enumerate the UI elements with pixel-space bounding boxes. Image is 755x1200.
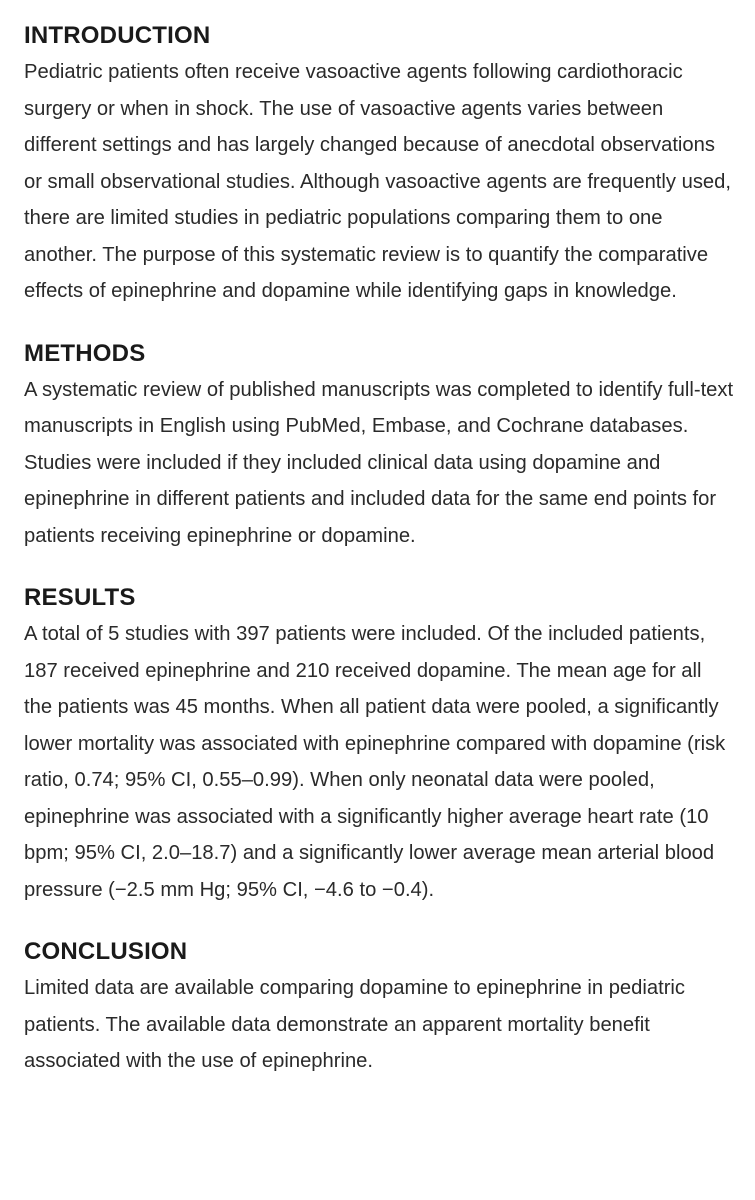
section-body: Pediatric patients often receive vasoactive agents following cardiothoracic surgery or when in shock. The use of vasoactive agents varies between different settings and has largely changed because of anecdotal observations or small observational studies. Although vasoactive agents are frequently used, there are limited studies in pediatric populations comparing them to one another. The purpose of this systematic review is to quantify the comparative effects of epinephrine and dopamine while identifying gaps in knowledge. xyxy=(24,61,731,302)
section-body: Limited data are available comparing dopamine to epinephrine in pediatric patients. The available data demonstrate an apparent mortality benefit associated with the use of epinephrine. xyxy=(24,977,685,1072)
section-body: A total of 5 studies with 397 patients were included. Of the included patients, 187 received epinephrine and 210 received dopamine. The mean age for all the patients was 45 months. When all patient data were pooled, a significantly lower mortality was associated with epinephrine compared with dopamine (risk ratio, 0.74; 95% CI, 0.55–0.99). When only neonatal data were pooled, epinephrine was associated with a significantly higher average heart rate (10 bpm; 95% CI, 2.0–18.7) and a significantly lower average mean arterial blood pressure (−2.5 mm Hg; 95% CI, −4.6 to −0.4). xyxy=(24,623,726,901)
section-heading: CONCLUSION xyxy=(24,938,188,965)
section-heading: METHODS xyxy=(24,339,146,367)
section-results xyxy=(24,580,734,908)
section-heading: RESULTS xyxy=(24,584,136,611)
section-heading: INTRODUCTION xyxy=(24,22,211,49)
section-methods xyxy=(24,336,734,555)
section-conclusion xyxy=(24,934,734,1080)
section-body: A systematic review of published manuscripts was completed to identify full-text manuscripts in English using PubMed, Embase, and Cochrane databases. Studies were included if they included clinical data using dopamine and epinephrine in different patients and included data for the same end points for patients receiving epinephrine or dopamine. xyxy=(24,378,734,547)
section-introduction xyxy=(24,18,734,310)
abstract xyxy=(24,18,734,1080)
